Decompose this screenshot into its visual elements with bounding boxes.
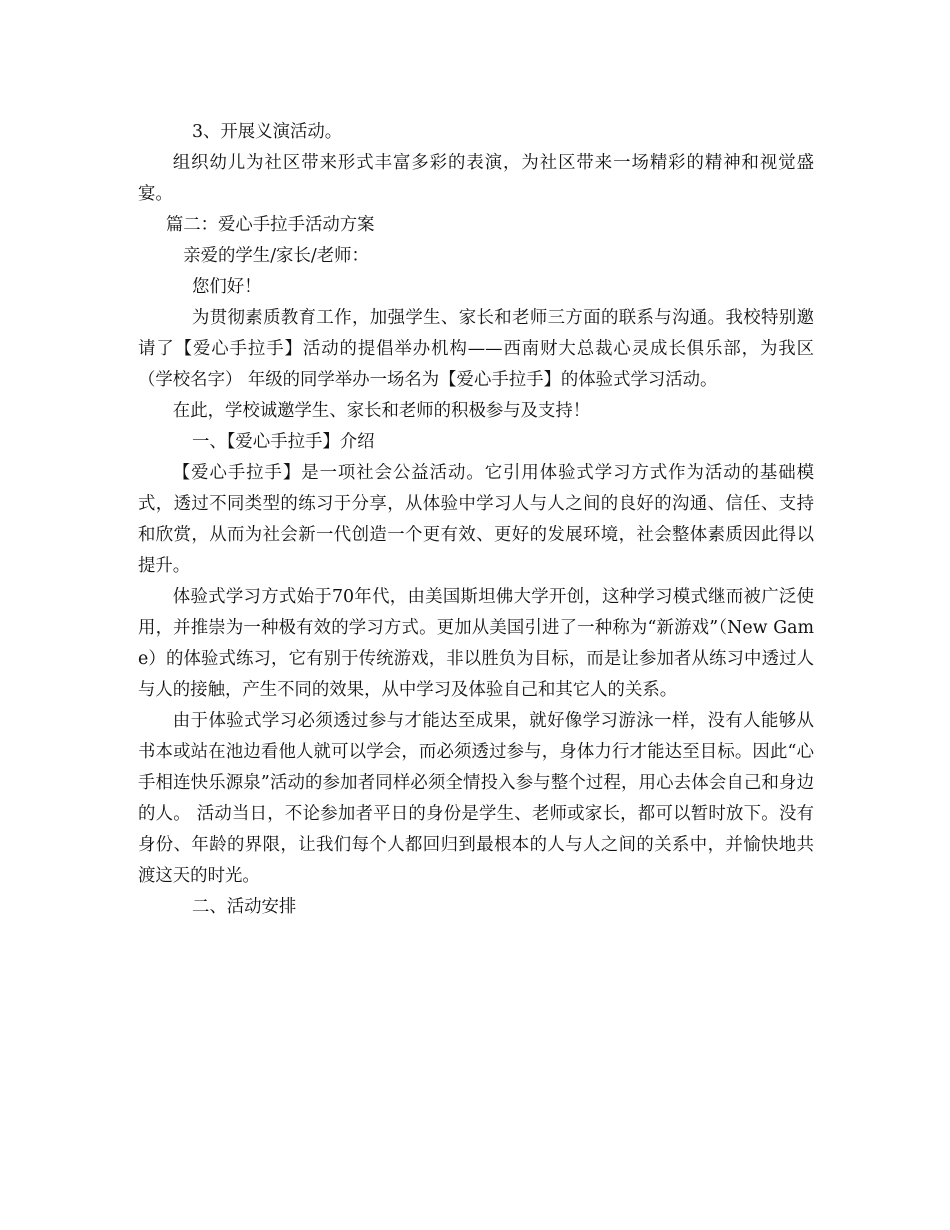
introduction-paragraph: 【爱心手拉手】是一项社会公益活动。它引用体验式学习方式作为活动的基础模式，透过不同类型的练习于分享，从体验中学习人与人之间的良好的沟通、信任、支持和欣赏，从而为社会新一代创造一个更有效、更好的发展环境，社会整体素质因此得以提升。 (138, 463, 814, 576)
salutation: 亲爱的学生/家长/老师： (183, 246, 369, 266)
greeting: 您们好！ (191, 277, 262, 297)
section-item-3-heading: 3、开展义演活动。 (191, 122, 343, 142)
invitation-paragraph: 为贯彻素质教育工作，加强学生、家长和老师三方面的联系与沟通。我校特别邀请了【爱心手拉手】活动的提倡举办机构——西南财大总裁心灵成长俱乐部，为我区 （学校名字） 年级的同学举办一场名为【爱心手拉手】的体验式学习活动。 (138, 308, 814, 390)
participation-process-paragraph: 由于体验式学习必须透过参与才能达至成果，就好像学习游泳一样，没有人能够从书本或站在池边看他人就可以学会，而必须透过参与，身体力行才能达至目标。因此“心手相连快乐源泉”活动的参加者同样必须全情投入参与整个过程，用心去体会自己和身边的人。 活动当日，不论参加者平日的身份是学生、老师或家长，都可以暂时放下。没有身份、年龄的界限，让我们每个人都回归到最根本的人与人之间的关系中，并愉快地共渡这天的时光。 (138, 711, 814, 886)
performance-paragraph: 组织幼儿为社区带来形式丰富多彩的表演，为社区带来一场精彩的精神和视觉盛宴。 (138, 153, 814, 204)
section-two-heading: 二、活动安排 (191, 897, 297, 917)
chapter-two-title: 篇二：爱心手拉手活动方案 (165, 215, 375, 235)
participation-paragraph: 在此，学校诚邀学生、家长和老师的积极参与及支持！ (172, 401, 591, 421)
experiential-learning-paragraph: 体验式学习方式始于70年代，由美国斯坦佛大学开创，这种学习模式继而被广泛使用，并推崇为一种极有效的学习方式。更加从美国引进了一种称为“新游戏”（New Game）的体验式练习，它有别于传统游戏，非以胜负为目标，而是让参加者从练习中透过人与人的接触，产生不同的效果，从中学习及体验自己和其它人的关系。 (138, 587, 814, 700)
document-body (138, 117, 814, 923)
section-one-heading: 一、【爱心手拉手】介绍 (191, 432, 375, 452)
